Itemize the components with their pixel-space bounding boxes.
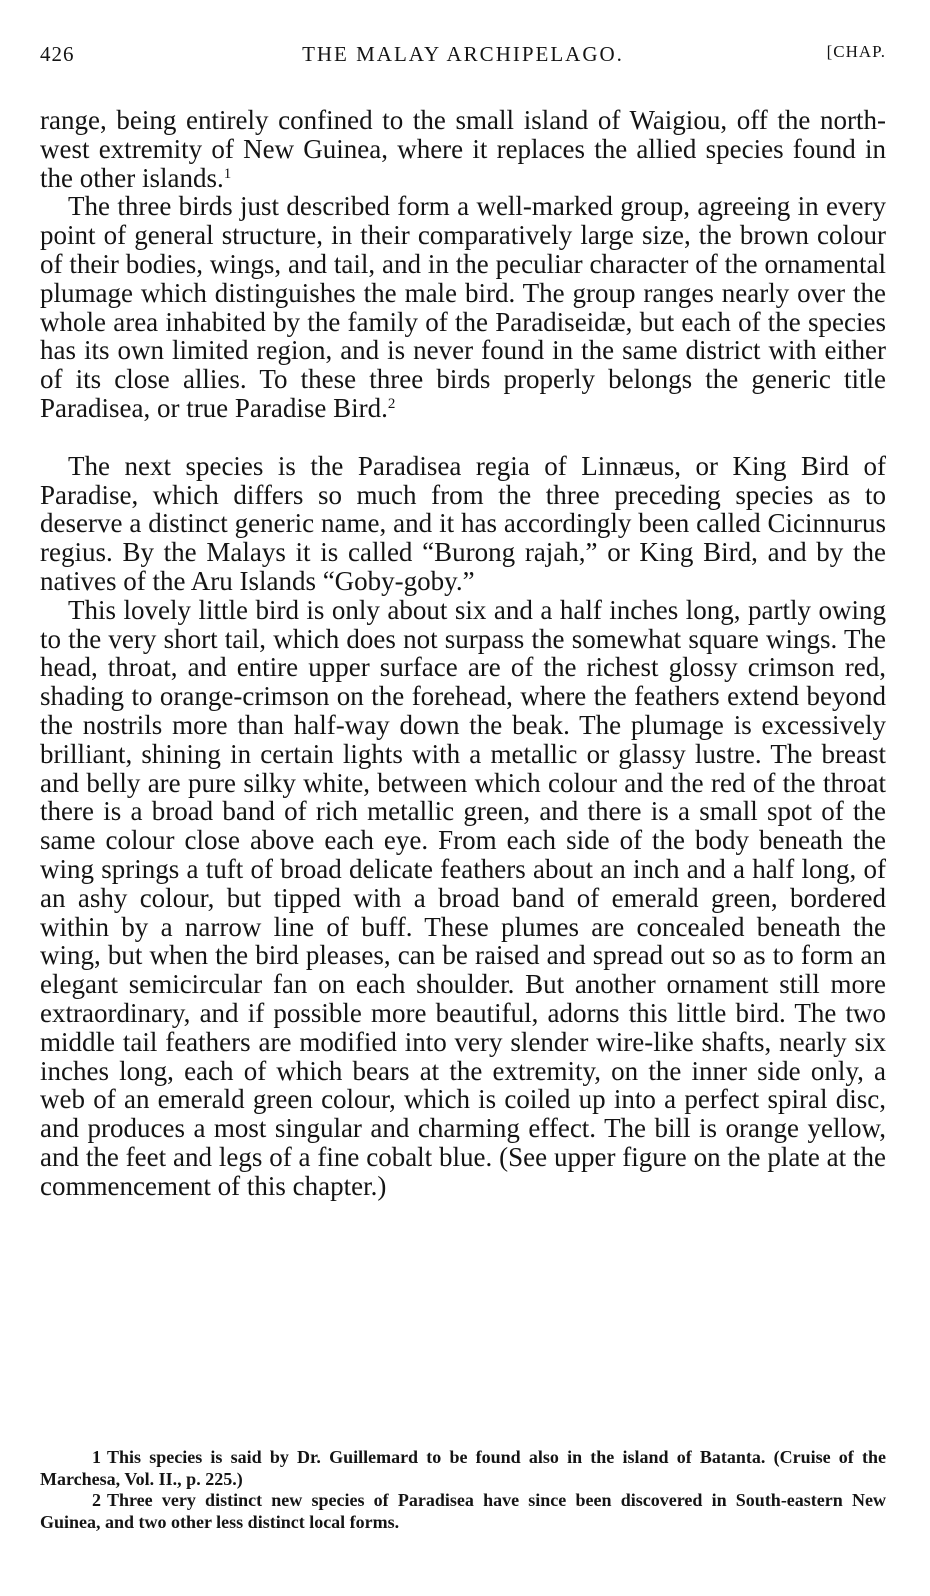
- footnote-1: 1 This species is said by Dr. Guillemard to be found also in the island of Batanta. (Cruise of the Marchesa, Vol. II., p. 225.): [40, 1447, 886, 1489]
- body-text: [40, 106, 886, 1200]
- paragraph-4: This lovely little bird is only about six and a half inches long, partly owing to the very short tail, which does not surpass the somewhat square wings. The head, throat, and entire upper surface are of the richest glossy crimson red, shading to orange-crimson on the forehead, where the feathers extend beyond the nostrils more than half-way down the beak. The plumage is excessively brilliant, shining in certain lights with a metallic or glassy lustre. The breast and belly are pure silky white, between which colour and the red of the throat there is a broad band of rich metallic green, and there is a small spot of the same colour close above each eye. From each side of the body beneath the wing springs a tuft of broad delicate feathers about an inch and a half long, of an ashy colour, but tipped with a broad band of emerald green, bordered within by a narrow line of buff. These plumes are concealed beneath the wing, but when the bird pleases, can be raised and spread out so as to form an elegant semicircular fan on each shoulder. But another ornament still more extraordinary, and if possible more beautiful, adorns this little bird. The two middle tail feathers are modified into very slender wire-like shafts, nearly six inches long, each of which bears at the extremity, on the inner side only, a web of an emerald green colour, which is coiled up into a perfect spiral disc, and produces a most singular and charming effect. The bill is orange yellow, and the feet and legs of a fine cobalt blue. (See upper figure on the plate at the commencement of this chapter.): [40, 594, 886, 1201]
- chapter-marker: [CHAP.: [826, 42, 886, 61]
- footnotes: [40, 1447, 886, 1533]
- paragraph-2: The three birds just described form a well-marked group, agreeing in every point of general structure, in their comparatively large size, the brown colour of their bodies, wings, and tail, and in the peculiar character of the ornamental plumage which distinguishes the male bird. The group ranges nearly over the whole area inhabited by the family of the Paradiseidæ, but each of the species has its own limited region, and is never found in the same district with either of its close allies. To these three birds properly belongs the generic title Paradisea, or true Paradise Bird.$^2$: [40, 191, 886, 423]
- footnote-ref-2: 2: [387, 395, 396, 412]
- page-number: 426: [40, 42, 75, 66]
- running-title: THE MALAY ARCHIPELAGO.: [302, 42, 624, 66]
- paragraph-3: The next species is the Paradisea regia of Linnæus, or King Bird of Paradise, which differs so much from the three preceding species as to deserve a distinct generic name, and it has accordingly been called Cicinnurus regius. By the Malays it is called “Burong rajah,” or King Bird, and by the natives of the Aru Islands “Goby-goby.”: [40, 450, 886, 596]
- running-head: [40, 42, 886, 76]
- paragraph-1: range, being entirely confined to the small island of Waigiou, off the north-west extremity of New Guinea, where it replaces the allied species found in the other islands.$^1$: [40, 105, 886, 193]
- footnote-2: 2 Three very distinct new species of Paradisea have since been discovered in South-eastern New Guinea, and two other less distinct local forms.: [40, 1490, 886, 1532]
- footnote-ref-1: 1: [223, 165, 232, 182]
